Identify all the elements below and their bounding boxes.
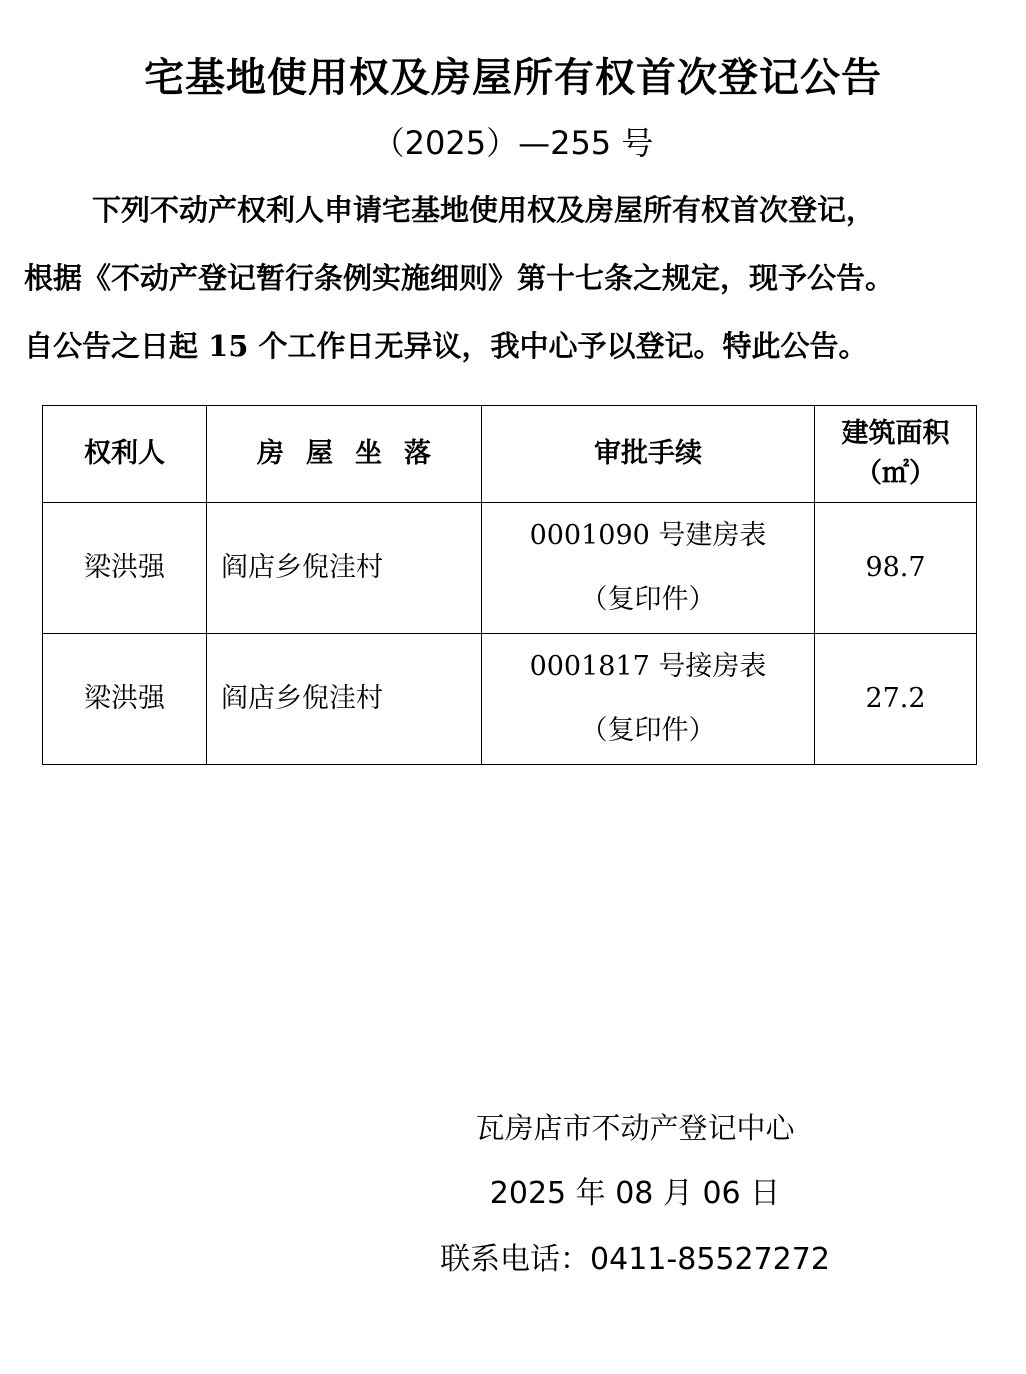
cell-owner: 梁洪强 xyxy=(43,634,207,765)
header-area-label: 建筑面积 xyxy=(841,418,950,449)
issue-date: 2025 年 08 月 06 日 xyxy=(489,1176,781,1211)
cell-area: 27.2 xyxy=(815,634,977,765)
header-owner: 权利人 xyxy=(43,406,207,503)
header-location xyxy=(207,406,482,503)
table-header-row xyxy=(43,406,977,503)
cell-owner: 梁洪强 xyxy=(43,503,207,634)
cell-approval-doc: 0001817 号接房表 xyxy=(529,651,767,682)
header-area xyxy=(815,406,977,503)
cell-approval xyxy=(482,503,815,634)
registration-table xyxy=(42,405,977,765)
notice-paragraph-line-2: 根据《不动产登记暂行条例实施细则》第十七条之规定，现予公告。 xyxy=(24,261,895,295)
table-row xyxy=(43,503,977,634)
cell-location: 阎店乡倪洼村 xyxy=(207,634,482,765)
cell-approval-doc: 0001090 号建房表 xyxy=(529,520,767,551)
notice-title: 宅基地使用权及房屋所有权首次登记公告 xyxy=(144,55,882,101)
notice-number: （2025）—255 号 xyxy=(372,124,654,162)
header-approval: 审批手续 xyxy=(482,406,815,503)
cell-approval-note: （复印件） xyxy=(580,584,716,615)
notice-paragraph-line-3: 自公告之日起 15 个工作日无异议，我中心予以登记。特此公告。 xyxy=(24,329,868,363)
contact-phone: 联系电话：0411-85527272 xyxy=(440,1242,830,1277)
issuer-name: 瓦房店市不动产登记中心 xyxy=(475,1111,795,1145)
cell-approval-note: （复印件） xyxy=(580,715,716,746)
cell-approval xyxy=(482,634,815,765)
notice-paragraph-line-1: 下列不动产权利人申请宅基地使用权及房屋所有权首次登记， xyxy=(92,193,876,227)
header-location-label: 房屋坐落 xyxy=(257,438,453,469)
table-row xyxy=(43,634,977,765)
header-area-unit: （㎡） xyxy=(855,458,936,489)
cell-area: 98.7 xyxy=(815,503,977,634)
cell-location: 阎店乡倪洼村 xyxy=(207,503,482,634)
